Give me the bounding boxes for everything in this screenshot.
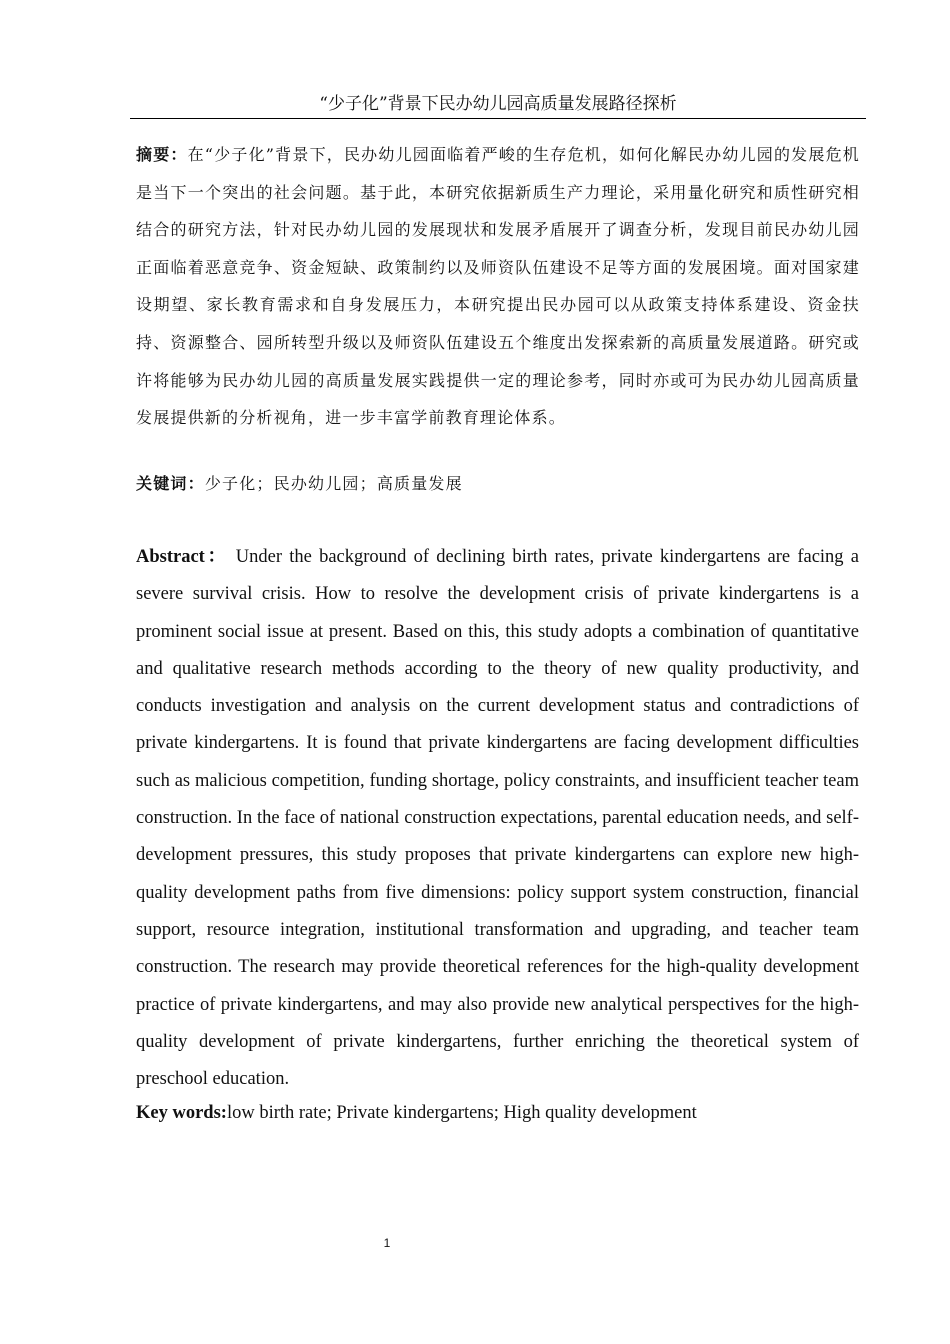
running-header-title: “少子化”背景下民办幼儿园高质量发展路径探析: [319, 94, 677, 114]
chinese-keywords-label: 关键词：: [136, 474, 205, 493]
english-keywords-label: Key words:: [136, 1103, 227, 1123]
chinese-keywords-text: 少子化；民办幼儿园；高质量发展: [204, 474, 463, 493]
english-abstract-text: Under the background of declining birth rates, private kindergartens are facing a severe survival crisis. How to resolve the development crisis of private kindergartens is a prominent social issue at present. Based on this, this study adopts a combination of quantitative and qualitative research methods according to the theory of new quality productivity, and conducts investigation and analysis on the current development status and contradictions of private kindergartens. It is found that private kindergartens are facing development difficulties such as malicious competition, funding shortage, policy constraints, and insufficient teacher team construction. In the face of national construction expectations, parental education needs, and self-development pressures, this study proposes that private kindergartens can explore new high-quality development paths from five dimensions: policy support system construction, financial support, resource integration, institutional transformation and upgrading, and teacher team construction. The research may provide theoretical references for the high-quality development practice of private kindergartens, and may also provide new analytical perspectives for the high-quality development of private kindergartens, further enriching the theoretical system of preschool education.: [136, 547, 859, 1090]
header-divider: [130, 118, 866, 119]
chinese-abstract: [136, 136, 860, 437]
english-keywords: [136, 1098, 860, 1128]
english-abstract-label: Abstract：: [136, 547, 229, 567]
english-keywords-text: low birth rate; Private kindergartens; High quality development: [226, 1103, 697, 1123]
chinese-abstract-text: 在“少子化”背景下，民办幼儿园面临着严峻的生存危机，如何化解民办幼儿园的发展危机是当下一个突出的社会问题。基于此，本研究依据新质生产力理论，采用量化研究和质性研究相结合的研究方法，针对民办幼儿园的发展现状和发展矛盾展开了调查分析，发现目前民办幼儿园正面临着恶意竞争、资金短缺、政策制约以及师资队伍建设不足等方面的发展困境。面对国家建设期望、家长教育需求和自身发展压力，本研究提出民办园可以从政策支持体系建设、资金扶持、资源整合、园所转型升级以及师资队伍建设五个维度出发探索新的高质量发展道路。研究或许将能够为民办幼儿园的高质量发展实践提供一定的理论参考，同时亦或可为民办幼儿园高质量发展提供新的分析视角，进一步丰富学前教育理论体系。: [136, 145, 860, 428]
english-abstract: [136, 539, 859, 1098]
chinese-keywords: [136, 469, 860, 499]
chinese-abstract-label: 摘要：: [136, 145, 188, 164]
page-number: 1: [383, 1236, 391, 1250]
